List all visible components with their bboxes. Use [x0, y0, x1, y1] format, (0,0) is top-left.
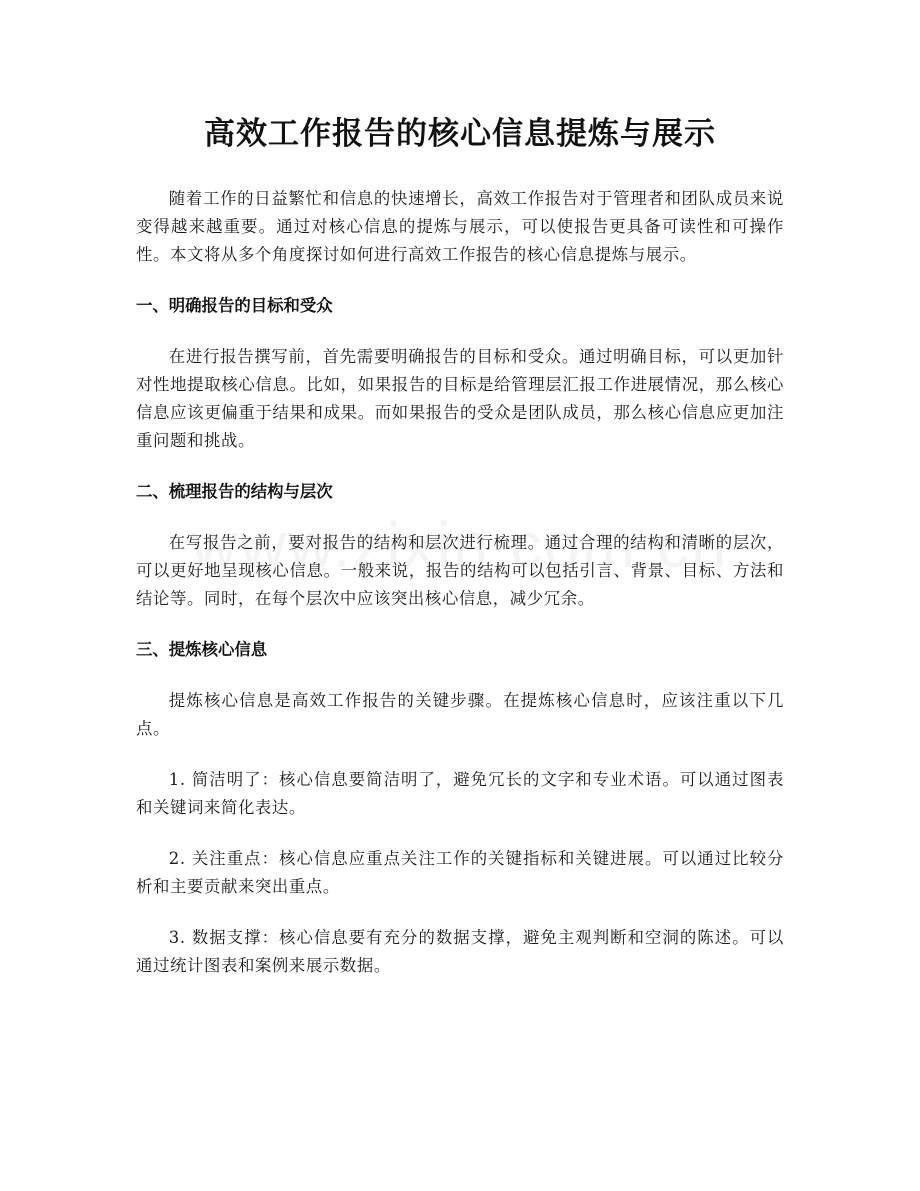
intro-paragraph: 随着工作的日益繁忙和信息的快速增长，高效工作报告对于管理者和团队成员来说变得越来越重要。通过对核心信息的提炼与展示，可以使报告更具备可读性和可操作性。本文将从多个角度探讨如何进行高效工作报告的核心信息提炼与展示。: [136, 189, 784, 264]
section-3-paragraph-1: 提炼核心信息是高效工作报告的关键步骤。在提炼核心信息时，应该注重以下几点。: [136, 691, 784, 738]
list-item-focus: 2. 关注重点：核心信息应重点关注工作的关键指标和关键进展。可以通过比较分析和主要贡献来突出重点。: [136, 849, 784, 896]
section-heading-1: 一、明确报告的目标和受众: [136, 296, 333, 315]
list-item-concise: 1. 简洁明了：核心信息要简洁明了，避免冗长的文字和专业术语。可以通过图表和关键词来简化表达。: [136, 770, 784, 817]
section-1-paragraph-1: 在进行报告撰写前，首先需要明确报告的目标和受众。通过明确目标，可以更加针对性地提取核心信息。比如，如果报告的目标是给管理层汇报工作进展情况，那么核心信息应该更偏重于结果和成果。而如果报告的受众是团队成员，那么核心信息应更加注重问题和挑战。: [136, 347, 784, 450]
document-title: 高效工作报告的核心信息提炼与展示: [204, 116, 716, 152]
section-2-paragraph-1: 在写报告之前，要对报告的结构和层次进行梳理。通过合理的结构和清晰的层次，可以更好地呈现核心信息。一般来说，报告的结构可以包括引言、背景、目标、方法和结论等。同时，在每个层次中应该突出核心信息，减少冗余。: [136, 533, 784, 608]
section-heading-3: 三、提炼核心信息: [136, 640, 268, 659]
section-heading-2: 二、梳理报告的结构与层次: [136, 482, 333, 501]
list-item-data-support: 3. 数据支撑：核心信息要有充分的数据支撑，避免主观判断和空洞的陈述。可以通过统计图表和案例来展示数据。: [136, 928, 784, 975]
document-body: [136, 185, 784, 980]
